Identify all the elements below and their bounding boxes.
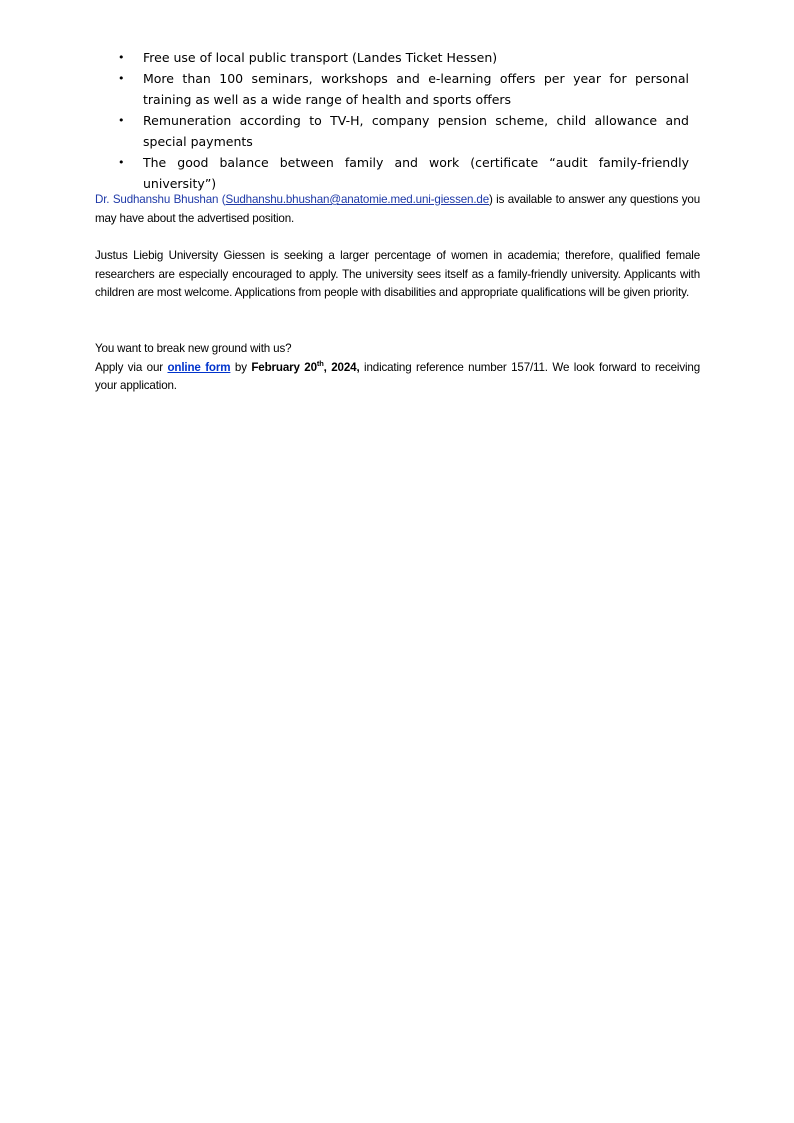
contact-email-link[interactable]: Sudhanshu.bhushan@anatomie.med.uni-giessen.de: [225, 193, 489, 206]
apply-by: by: [230, 360, 252, 374]
apply-suffix: indicating reference number 157/11. We look forward to receiving your application.: [95, 360, 700, 393]
deadline-date: [251, 358, 360, 374]
benefits-list: [95, 47, 689, 194]
benefit-item: [95, 68, 689, 110]
benefit-text: Free use of local public transport (Landes Ticket Hessen): [143, 50, 498, 65]
contact-rest: ) is available to answer any questions you may have about the advertised position.: [95, 193, 700, 225]
benefit-text: More than 100 seminars, workshops and e-learning offers per year for personal training as well as a wide range of health and sports offers: [143, 71, 689, 107]
contact-paragraph: [95, 191, 700, 228]
deadline-year: , 2024,: [323, 360, 360, 374]
deadline-main: February 20: [251, 360, 317, 374]
benefit-text: The good balance between family and work (certificate “audit family-friendly university”): [143, 155, 689, 191]
bullet-icon: •: [118, 72, 125, 85]
contact-name: Dr. Sudhanshu Bhushan: [95, 193, 219, 206]
online-form-link[interactable]: online form: [167, 360, 231, 374]
apply-question: You want to break new ground with us?: [95, 342, 292, 355]
equal-opportunity-paragraph: Justus Liebig University Giessen is seeking a larger percentage of women in academia; therefore, qualified female researchers are especially encouraged to apply. The university sees itself as a family-friendly university. Applicants with children are most welcome. Applications from people with disabilities and appropriate qualifications will be given priority.: [95, 249, 700, 300]
bullet-icon: •: [118, 156, 125, 169]
apply-prefix: Apply via our: [95, 360, 168, 374]
benefit-item: [95, 152, 689, 194]
bullet-icon: •: [118, 51, 125, 64]
apply-paragraph: [95, 340, 700, 396]
contact-open-paren: (: [221, 193, 226, 206]
benefit-item: [95, 47, 689, 68]
benefit-item: [95, 110, 689, 152]
benefit-text: Remuneration according to TV-H, company pension scheme, child allowance and special payments: [143, 113, 689, 149]
bullet-icon: •: [118, 114, 125, 127]
deadline-suffix: th: [316, 358, 324, 368]
